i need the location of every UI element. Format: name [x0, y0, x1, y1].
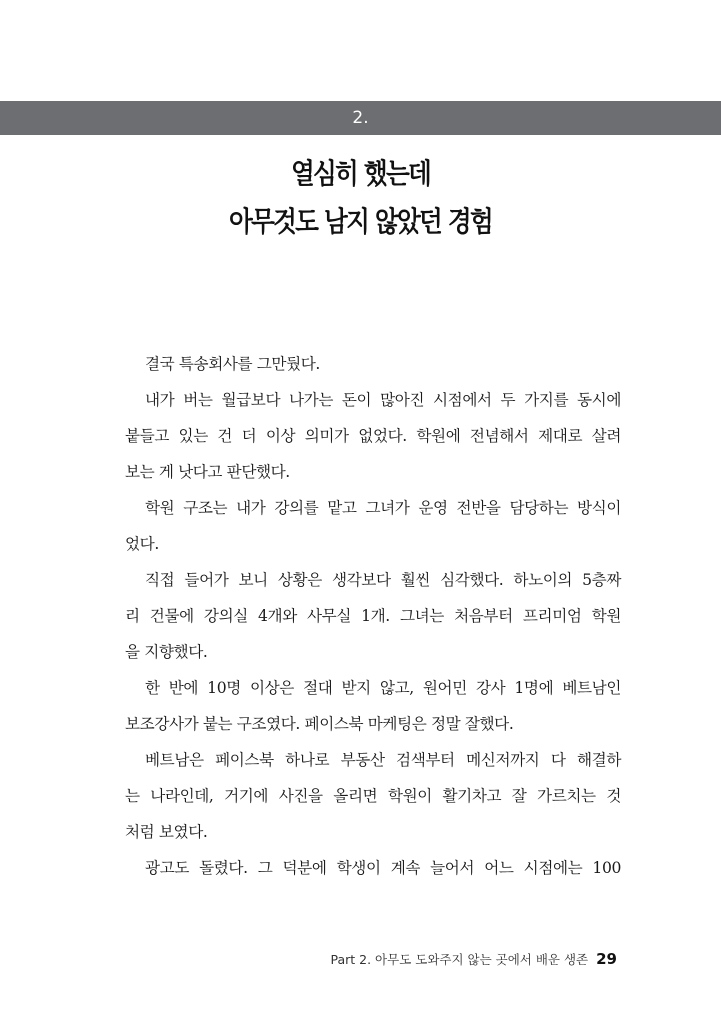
page-footer	[331, 948, 618, 970]
body-line: 처럼 보였다.	[125, 823, 208, 841]
body-line: 직접 들어가 보니 상황은 생각보다 훨씬 심각했다. 하노이의 5층짜	[145, 571, 621, 589]
body-line: 붙들고 있는 건 더 이상 의미가 없었다. 학원에 전념해서 제대로 살려	[125, 427, 621, 445]
page-number: 29	[596, 950, 617, 968]
running-title: Part 2. 아무도 도와주지 않는 곳에서 배운 생존	[330, 952, 589, 967]
chapter-number-bar	[0, 101, 721, 135]
body-text	[125, 346, 621, 886]
body-line: 는 나라인데, 거기에 사진을 올리면 학원이 활기차고 잘 가르치는 것	[125, 787, 621, 805]
body-line: 리 건물에 강의실 4개와 사무실 1개. 그녀는 처음부터 프리미엄 학원	[125, 607, 621, 625]
body-line: 결국 특송회사를 그만뒀다.	[145, 355, 320, 373]
body-line: 내가 버는 월급보다 나가는 돈이 많아진 시점에서 두 가지를 동시에	[145, 391, 621, 409]
chapter-number: 2.	[352, 108, 369, 128]
body-line: 한 반에 10명 이상은 절대 받지 않고, 원어민 강사 1명에 베트남인	[145, 679, 621, 697]
body-line: 보는 게 낫다고 판단했다.	[125, 463, 290, 481]
chapter-title-line-2: 아무것도 남지 않았던 경험	[229, 205, 492, 238]
body-line: 학원 구조는 내가 강의를 맡고 그녀가 운영 전반을 담당하는 방식이	[145, 499, 621, 517]
chapter-title	[0, 150, 721, 246]
chapter-title-line-1: 열심히 했는데	[290, 157, 431, 190]
body-line: 광고도 돌렸다. 그 덕분에 학생이 계속 늘어서 어느 시점에는 100	[145, 859, 621, 877]
body-line: 보조강사가 붙는 구조였다. 페이스북 마케팅은 정말 잘했다.	[125, 715, 514, 733]
body-line: 을 지향했다.	[125, 643, 208, 661]
body-line: 베트남은 페이스북 하나로 부동산 검색부터 메신저까지 다 해결하	[145, 751, 621, 769]
body-line: 었다.	[125, 535, 159, 553]
